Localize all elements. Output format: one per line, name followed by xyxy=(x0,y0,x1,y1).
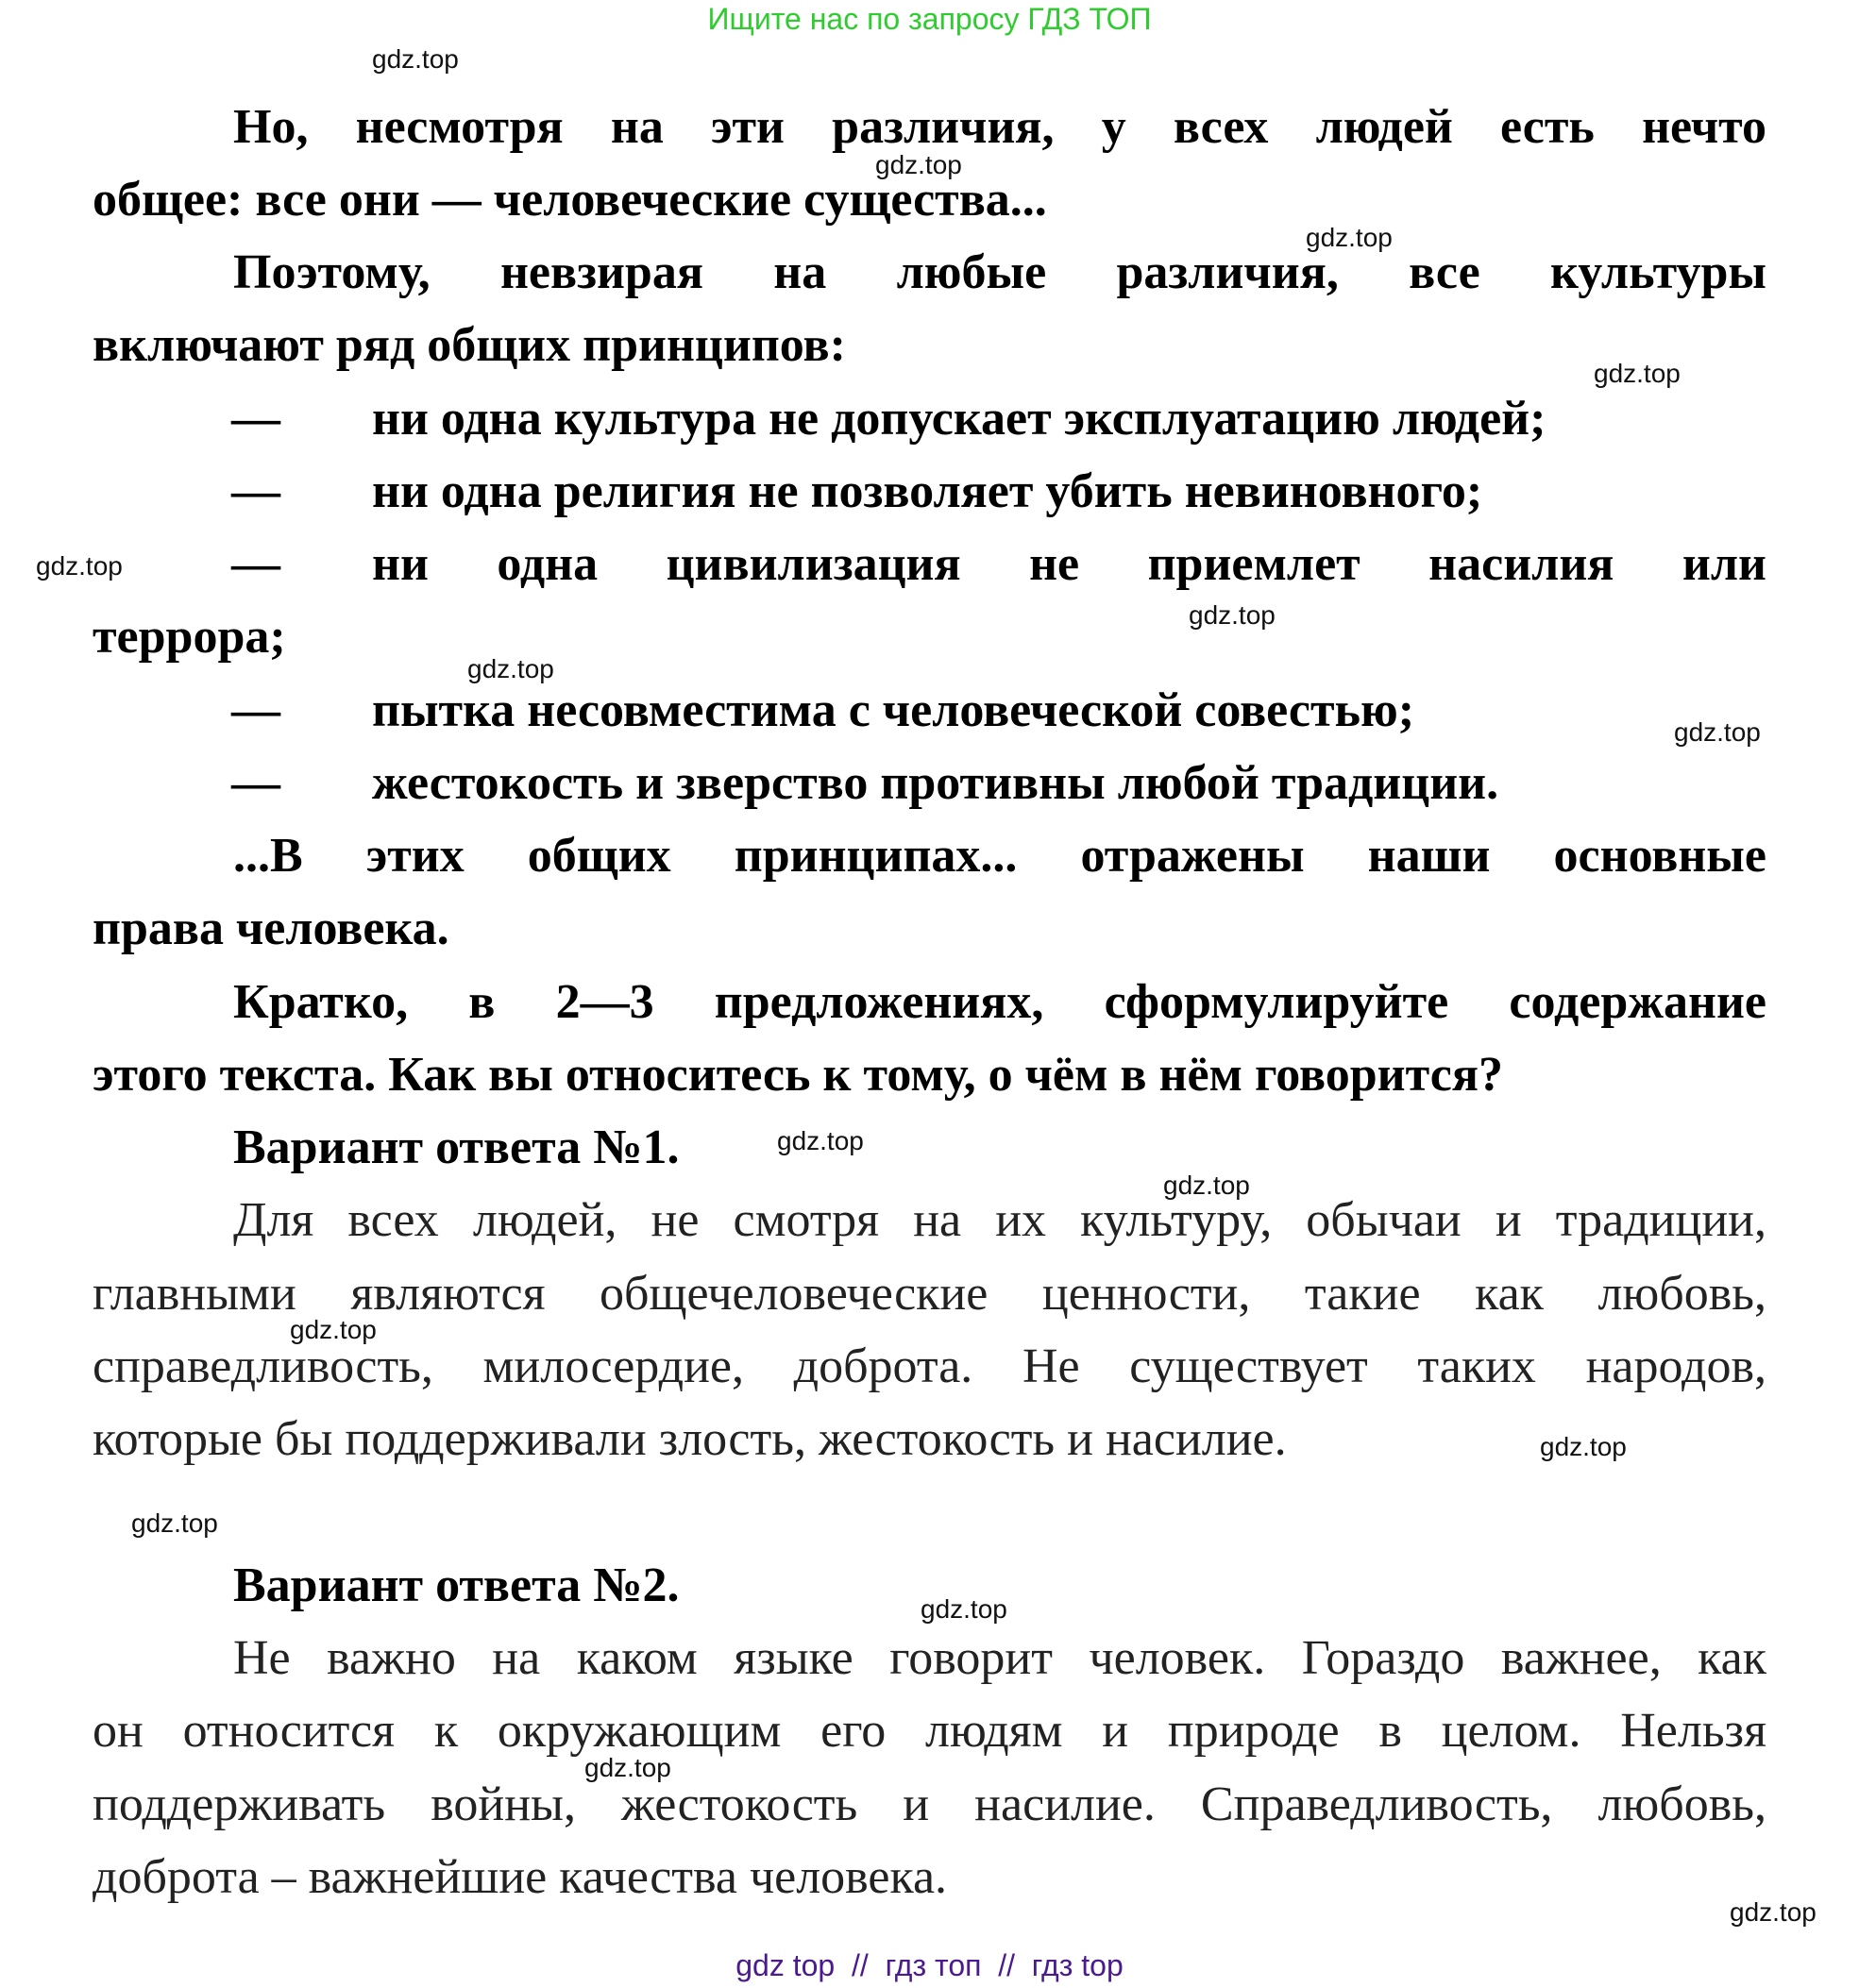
list-dash: — xyxy=(231,756,280,810)
list-item: ни одна культура не допускает эксплуатацию людей; xyxy=(372,392,1546,446)
answer-1-line: главными являются общечеловеческие ценности, такие как любовь, xyxy=(93,1267,1766,1321)
paragraph-line: включают ряд общих принципов: xyxy=(93,318,846,372)
watermark: gdz.top xyxy=(1306,223,1393,252)
answer-1-line: Для всех людей, не смотря на их культуру, обычаи и традиции, xyxy=(233,1193,1766,1247)
watermark: gdz.top xyxy=(1163,1171,1250,1200)
paragraph-line: ...В этих общих принципах... отражены наши основные xyxy=(233,829,1766,883)
list-dash: — xyxy=(231,464,280,518)
list-dash: — xyxy=(231,683,280,737)
list-item: ни одна религия не позволяет убить невиновного; xyxy=(372,464,1483,518)
watermark: gdz.top xyxy=(1674,717,1761,747)
list-item: пытка несовместима с человеческой совестью; xyxy=(372,683,1415,737)
answer-2-line: поддерживать войны, жестокость и насилие. Справедливость, любовь, xyxy=(93,1777,1766,1831)
watermark: gdz.top xyxy=(777,1126,864,1155)
watermark: gdz.top xyxy=(467,654,554,683)
watermark: gdz.top xyxy=(290,1315,377,1344)
answer-2-line: он относится к окружающим его людям и природе в целом. Нельзя xyxy=(93,1704,1766,1758)
watermark: gdz.top xyxy=(372,44,459,74)
answer-1-line: которые бы поддерживали злость, жестокость и насилие. xyxy=(93,1412,1287,1466)
paragraph-line: Но, несмотря на эти различия, у всех людей есть нечто xyxy=(233,100,1766,154)
watermark: gdz.top xyxy=(1730,1897,1817,1927)
question-line: Кратко, в 2—3 предложениях, сформулируйте содержание xyxy=(233,975,1766,1029)
watermark: gdz.top xyxy=(36,551,123,581)
watermark: gdz.top xyxy=(1189,600,1276,630)
watermark: gdz.top xyxy=(584,1753,671,1782)
paragraph-line: права человека. xyxy=(93,901,449,955)
list-item-continuation: террора; xyxy=(93,610,286,664)
list-dash: — xyxy=(231,537,280,591)
answer-2-line: Не важно на каком языке говорит человек. Гораздо важнее, как xyxy=(233,1631,1766,1685)
watermark: gdz.top xyxy=(131,1508,218,1538)
watermark: gdz.top xyxy=(1540,1432,1627,1461)
footer-links: gdz top // гдз топ // гдз top xyxy=(735,1948,1124,1982)
answer-2-title: Вариант ответа №2. xyxy=(233,1558,680,1612)
paragraph-line: Поэтому, невзирая на любые различия, все культуры xyxy=(233,245,1766,299)
answer-1-line: справедливость, милосердие, доброта. Не существует таких народов, xyxy=(93,1339,1766,1393)
watermark: gdz.top xyxy=(1594,359,1681,388)
answer-2-line: доброта – важнейшие качества человека. xyxy=(93,1850,948,1904)
list-item: ни одна цивилизация не приемлет насилия или xyxy=(372,537,1766,591)
answer-1-title: Вариант ответа №1. xyxy=(233,1120,680,1174)
list-item: жестокость и зверство противны любой традиции. xyxy=(372,756,1499,810)
list-dash: — xyxy=(231,392,280,446)
search-banner: Ищите нас по запросу ГДЗ ТОП xyxy=(707,2,1152,36)
watermark: gdz.top xyxy=(875,150,962,179)
question-line: этого текста. Как вы относитесь к тому, о чём в нём говорится? xyxy=(93,1048,1503,1102)
watermark: gdz.top xyxy=(921,1594,1007,1624)
paragraph-line: общее: все они — человеческие существа... xyxy=(93,173,1047,227)
